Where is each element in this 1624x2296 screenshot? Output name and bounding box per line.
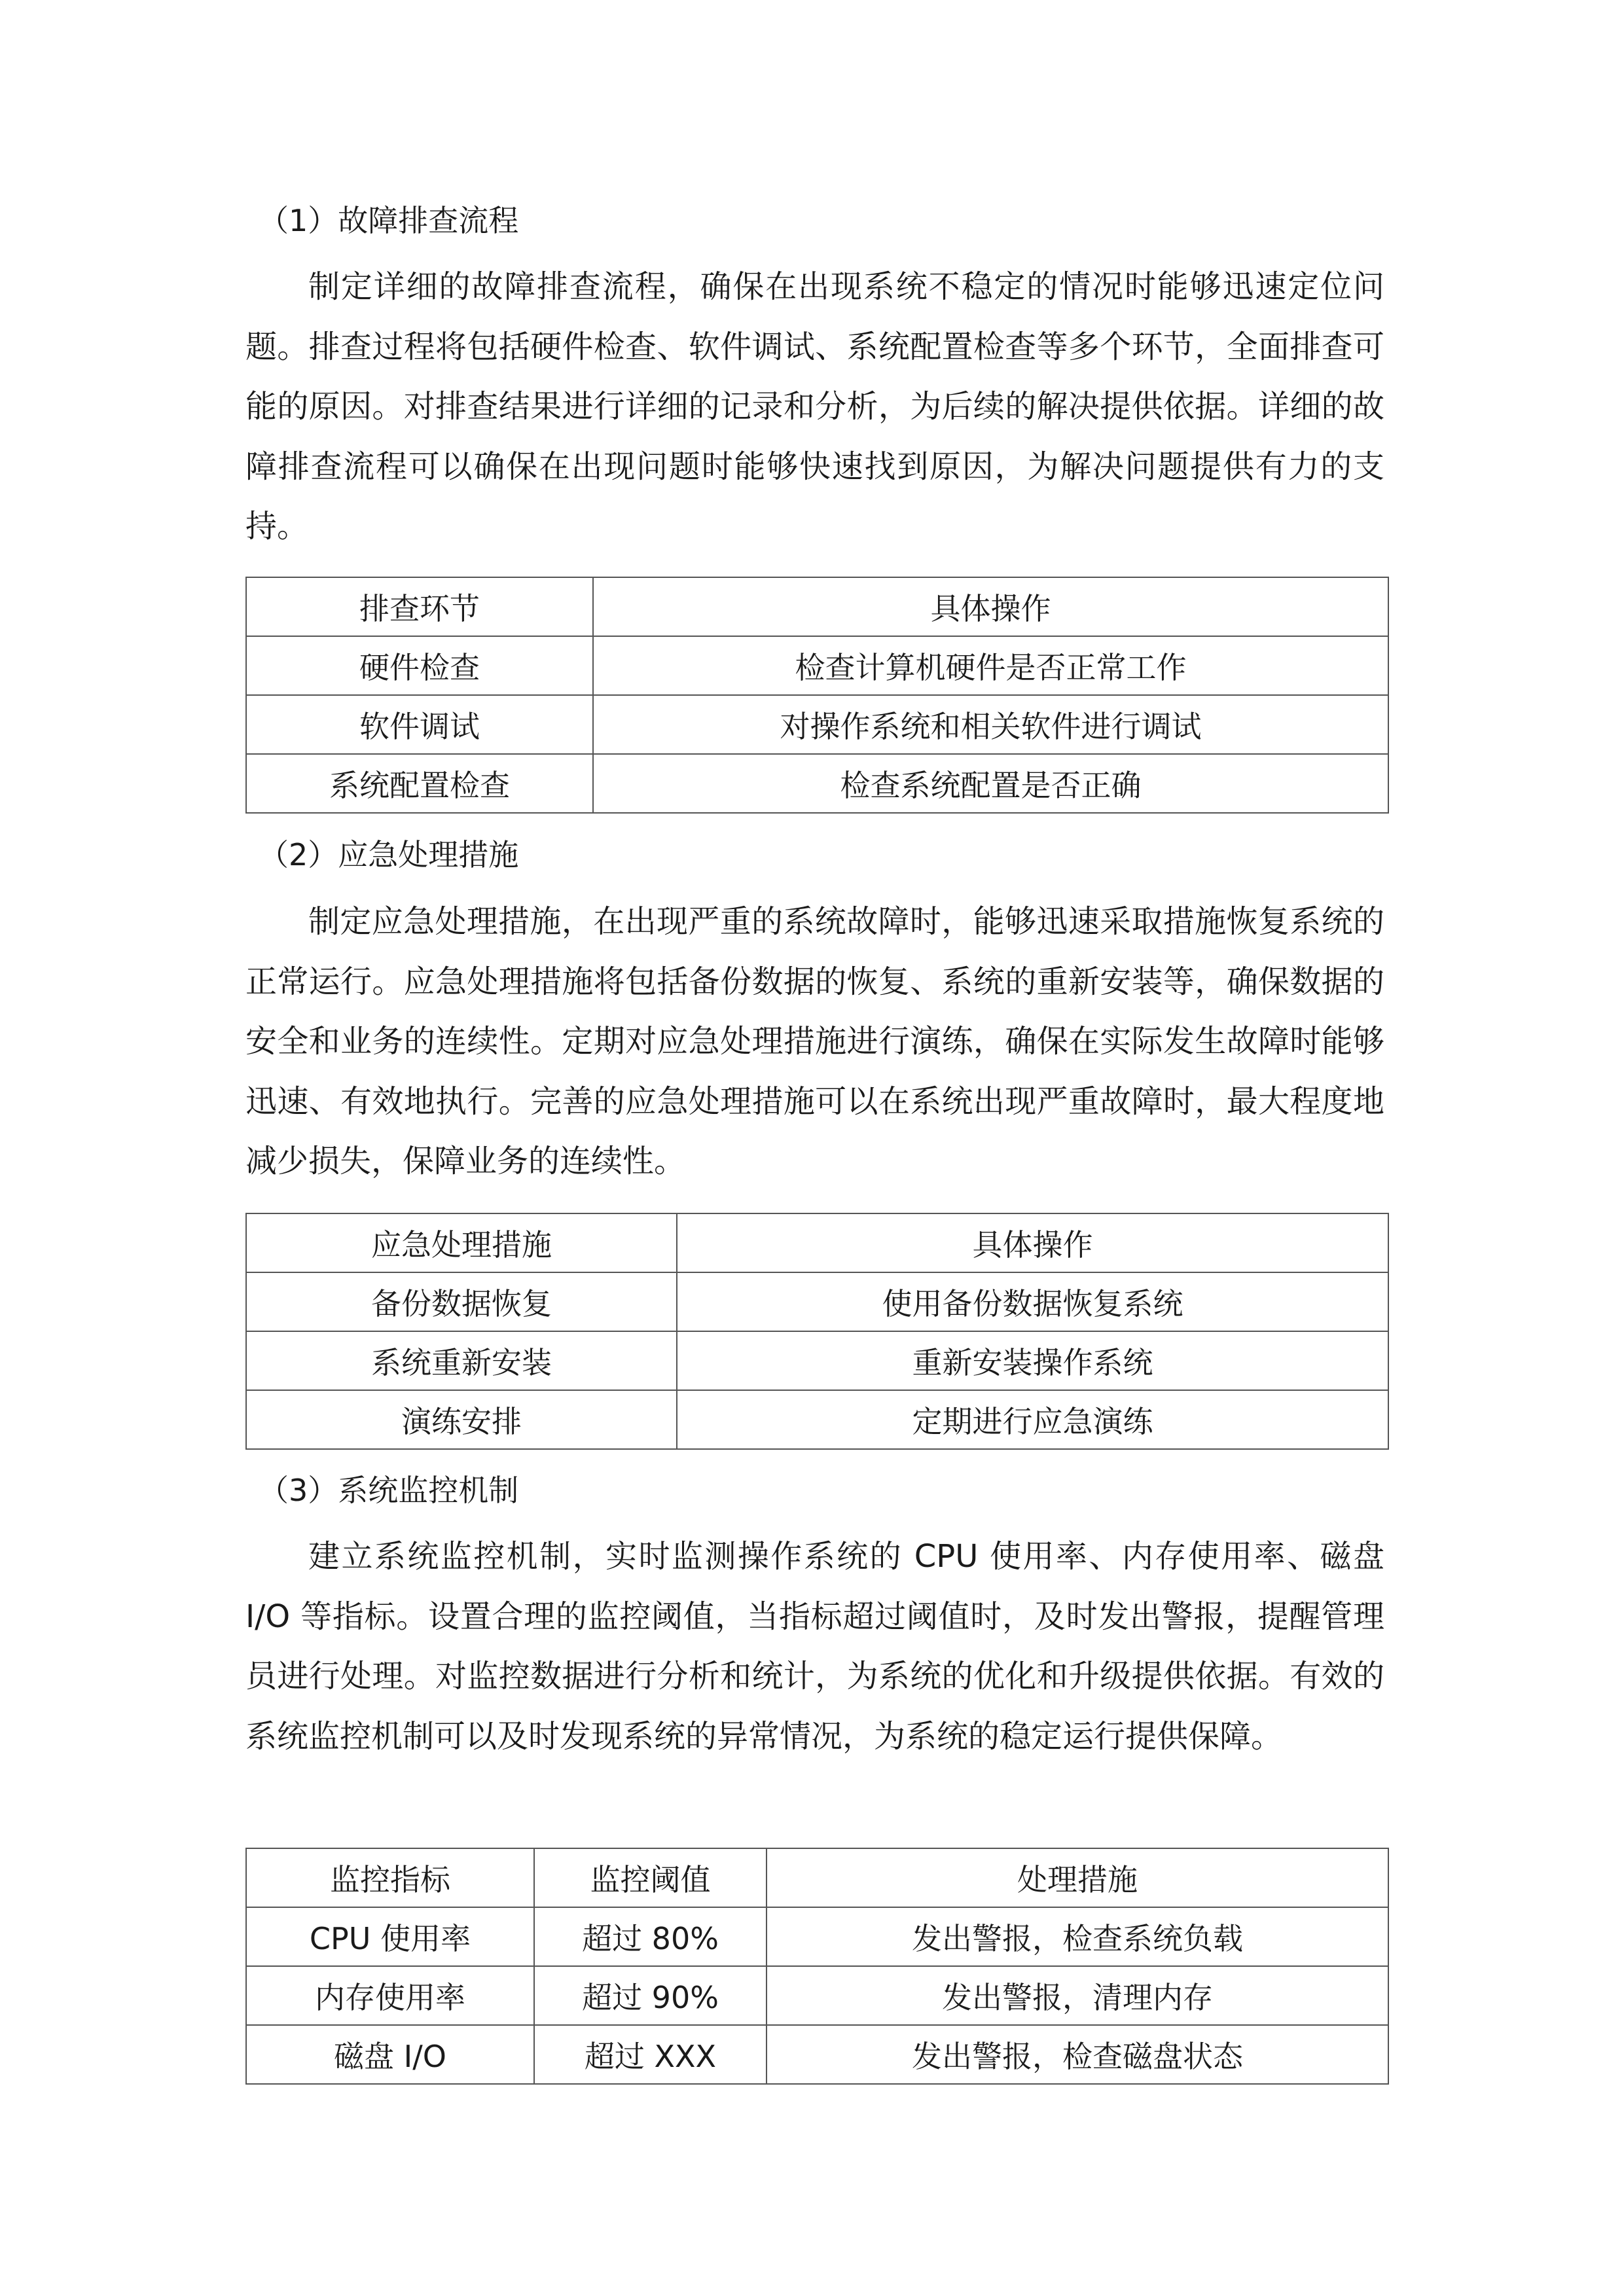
table-cell: 演练安排 bbox=[246, 1390, 677, 1449]
table-cell: CPU 使用率 bbox=[246, 1907, 534, 1966]
table-cell: 系统配置检查 bbox=[246, 754, 593, 813]
table-row bbox=[246, 1331, 1388, 1390]
troubleshooting-table bbox=[245, 577, 1389, 814]
table-row bbox=[246, 695, 1388, 754]
table-header-cell: 监控指标 bbox=[246, 1848, 534, 1907]
table-header-cell: 排查环节 bbox=[246, 577, 593, 636]
table-row bbox=[246, 2025, 1388, 2084]
table-cell: 软件调试 bbox=[246, 695, 593, 754]
table-cell: 备份数据恢复 bbox=[246, 1272, 677, 1331]
table-header-cell: 应急处理措施 bbox=[246, 1213, 677, 1272]
table-cell: 对操作系统和相关软件进行调试 bbox=[593, 695, 1388, 754]
table-cell: 检查系统配置是否正确 bbox=[593, 754, 1388, 813]
table-row bbox=[246, 1272, 1388, 1331]
section-3-paragraph: 建立系统监控机制，实时监测操作系统的 CPU 使用率、内存使用率、磁盘 I/O 等指标。设置合理的监控阈值，当指标超过阈值时，及时发出警报，提醒管理员进行处理。对监控数据进行分析和统计，为系统的优化和升级提供依据。有效的系统监控机制可以及时发现系统的异常情况，为系统的稳定运行提供保障。 bbox=[245, 1538, 1384, 1755]
table-header-cell: 监控阈值 bbox=[534, 1848, 767, 1907]
table-cell: 内存使用率 bbox=[246, 1966, 534, 2025]
table-cell: 检查计算机硬件是否正常工作 bbox=[593, 636, 1388, 695]
table-header-row bbox=[246, 1848, 1388, 1907]
monitoring-table bbox=[245, 1848, 1389, 2085]
table-cell: 发出警报，清理内存 bbox=[767, 1966, 1388, 2025]
table-header-row bbox=[246, 1213, 1388, 1272]
table-header-row bbox=[246, 577, 1388, 636]
table-cell: 系统重新安装 bbox=[246, 1331, 677, 1390]
table-cell: 发出警报，检查磁盘状态 bbox=[767, 2025, 1388, 2084]
table-header-cell: 具体操作 bbox=[677, 1213, 1388, 1272]
section-3-heading: （3）系统监控机制 bbox=[259, 1473, 519, 1508]
section-1-paragraph: 制定详细的故障排查流程，确保在出现系统不稳定的情况时能够迅速定位问题。排查过程将包括硬件检查、软件调试、系统配置检查等多个环节，全面排查可能的原因。对排查结果进行详细的记录和分析，为后续的解决提供依据。详细的故障排查流程可以确保在出现问题时能够快速找到原因，为解决问题提供有力的支持。 bbox=[245, 268, 1384, 545]
section-1-heading: （1）故障排查流程 bbox=[259, 203, 519, 238]
table-row bbox=[246, 1390, 1388, 1449]
table-cell: 重新安装操作系统 bbox=[677, 1331, 1388, 1390]
table-cell: 发出警报，检查系统负载 bbox=[767, 1907, 1388, 1966]
emergency-table bbox=[245, 1213, 1389, 1450]
table-header-cell: 具体操作 bbox=[593, 577, 1388, 636]
table-cell: 超过 90% bbox=[534, 1966, 767, 2025]
table-cell: 超过 XXX bbox=[534, 2025, 767, 2084]
table-cell: 磁盘 I/O bbox=[246, 2025, 534, 2084]
table-cell: 超过 80% bbox=[534, 1907, 767, 1966]
table-cell: 使用备份数据恢复系统 bbox=[677, 1272, 1388, 1331]
table-row bbox=[246, 1966, 1388, 2025]
table-row bbox=[246, 1907, 1388, 1966]
table-header-cell: 处理措施 bbox=[767, 1848, 1388, 1907]
section-2-paragraph: 制定应急处理措施，在出现严重的系统故障时，能够迅速采取措施恢复系统的正常运行。应急处理措施将包括备份数据的恢复、系统的重新安装等，确保数据的安全和业务的连续性。定期对应急处理措施进行演练，确保在实际发生故障时能够迅速、有效地执行。完善的应急处理措施可以在系统出现严重故障时，最大程度地减少损失，保障业务的连续性。 bbox=[245, 903, 1384, 1179]
section-2-heading: （2）应急处理措施 bbox=[259, 837, 519, 872]
table-cell: 定期进行应急演练 bbox=[677, 1390, 1388, 1449]
table-cell: 硬件检查 bbox=[246, 636, 593, 695]
table-row bbox=[246, 636, 1388, 695]
table-row bbox=[246, 754, 1388, 813]
